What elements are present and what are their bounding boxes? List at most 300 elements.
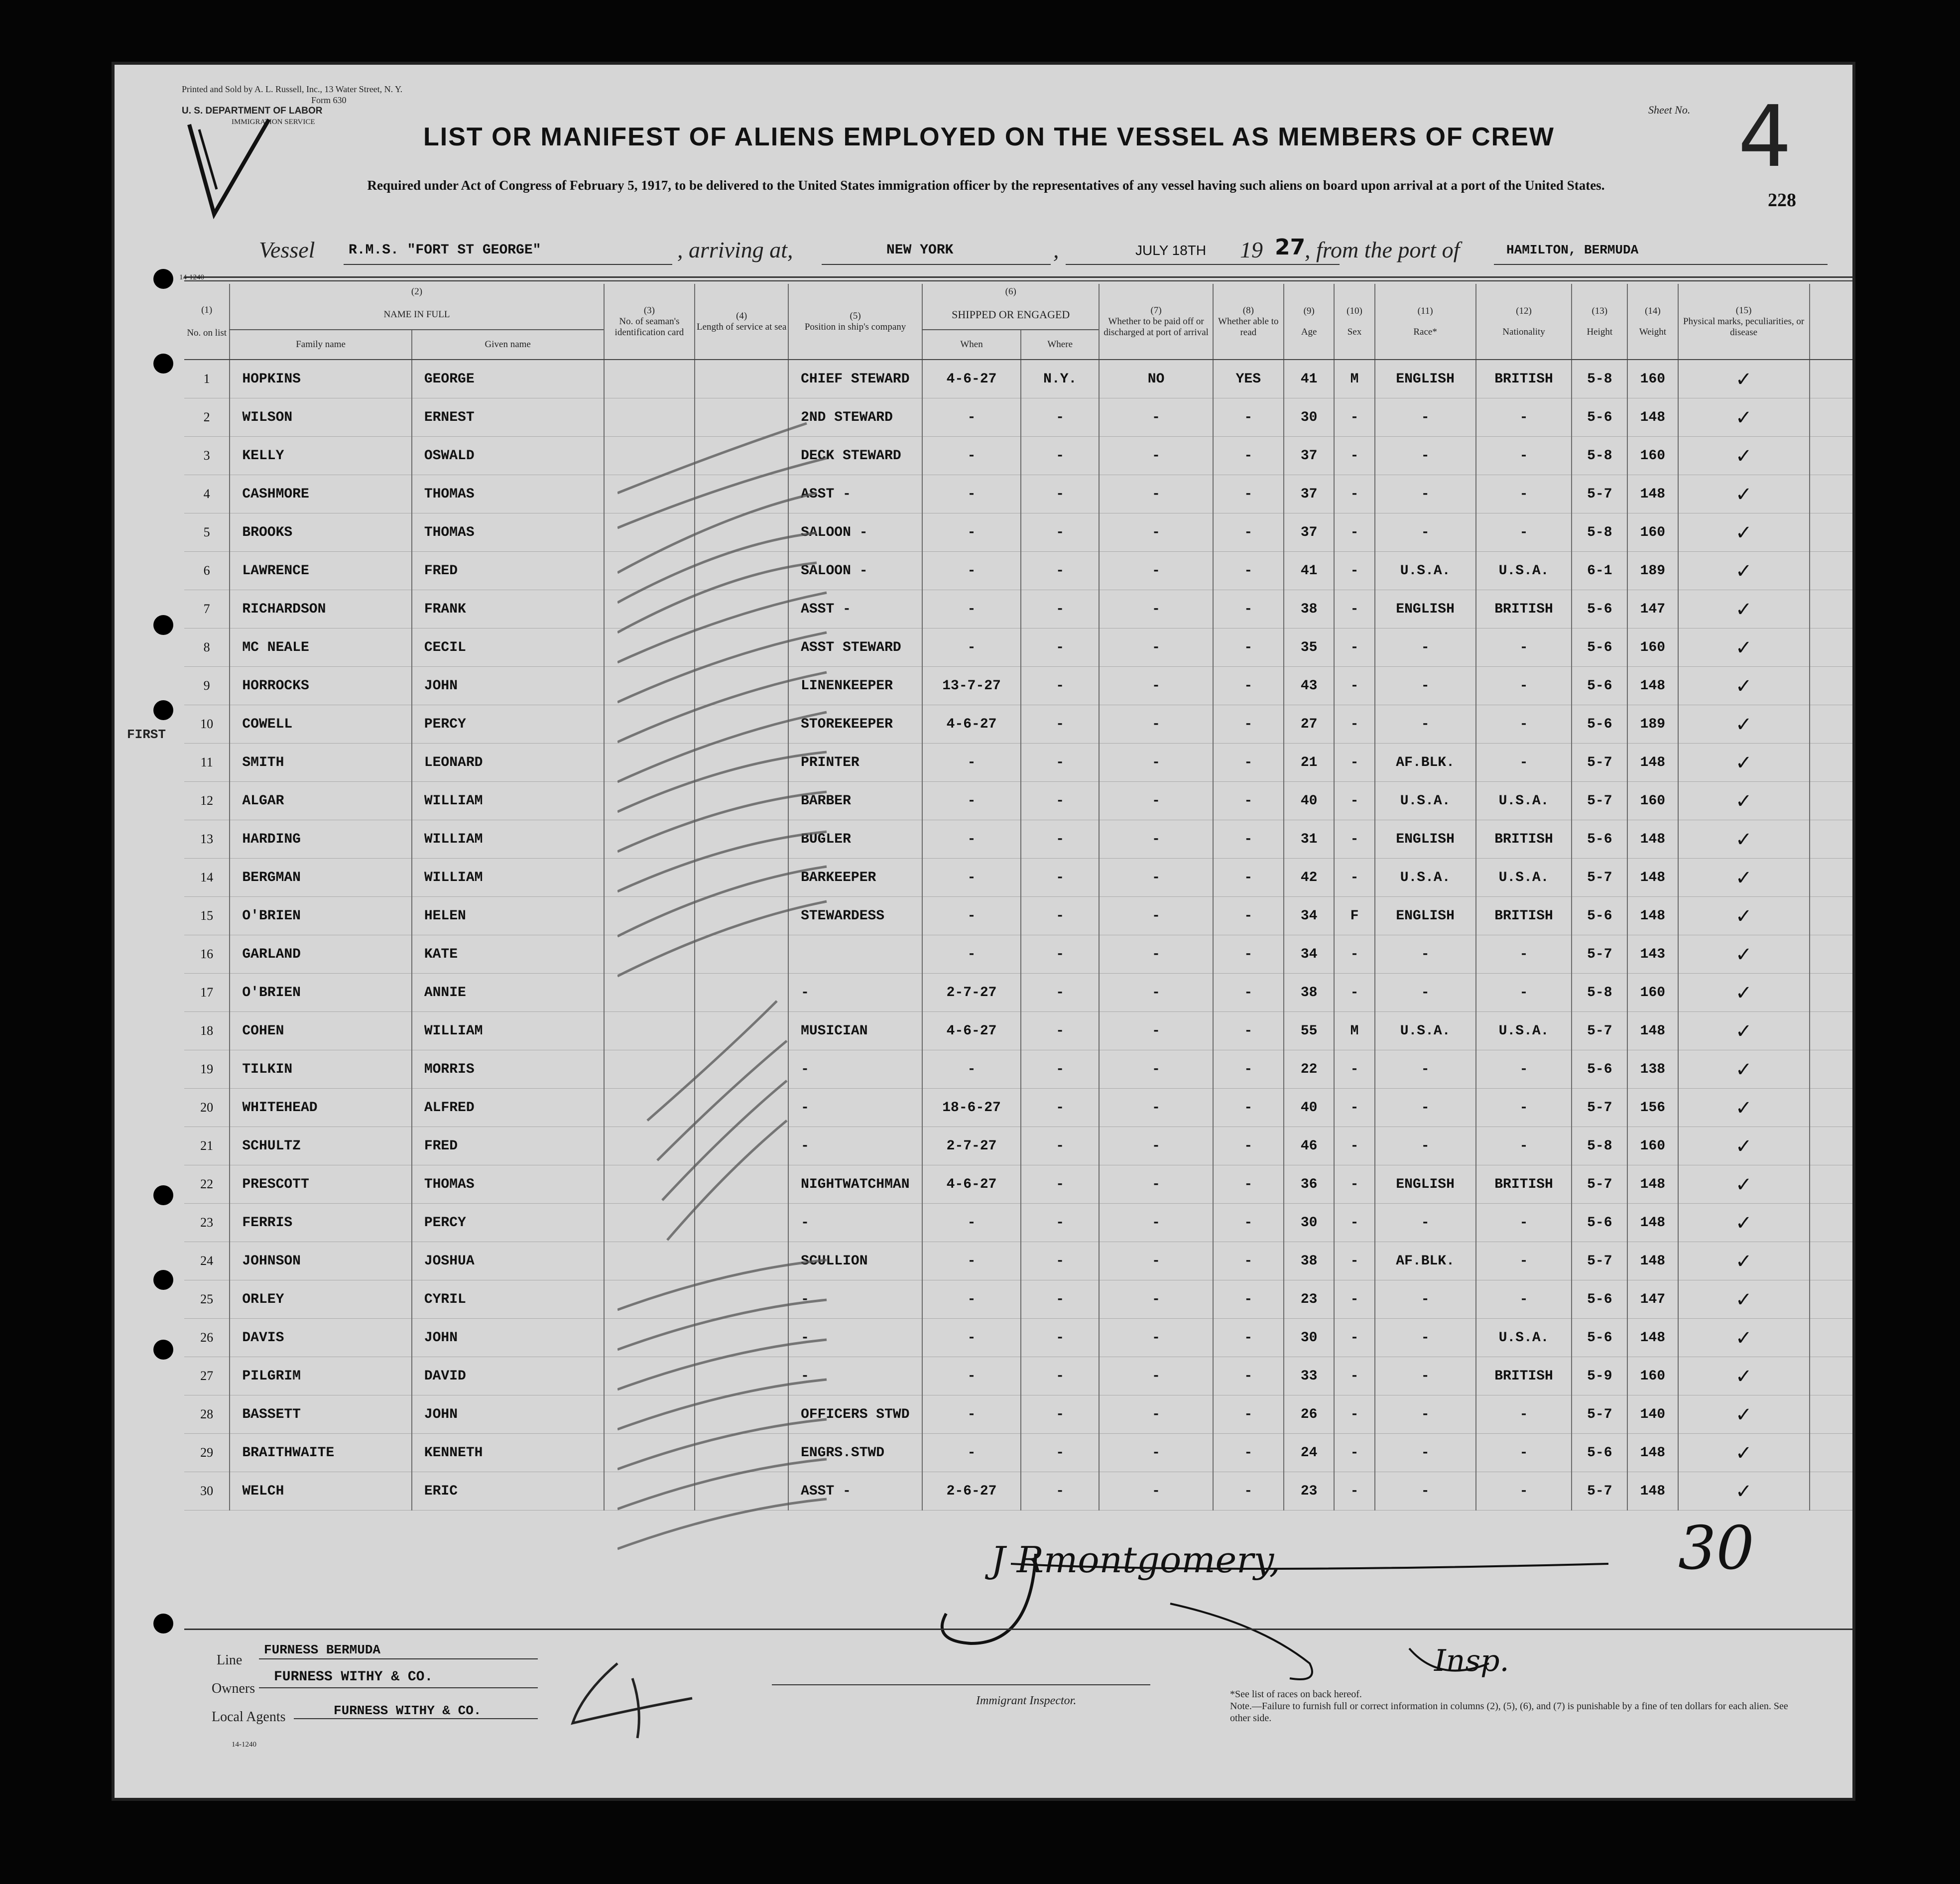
paid-off-cell: - [1099, 1242, 1213, 1280]
family-name-cell: LAWRENCE [230, 552, 411, 590]
col-position-header: (5) Position in ship's company [788, 284, 922, 360]
weight-cell: 160 [1627, 1357, 1678, 1395]
year-prefix: 19 [1240, 237, 1263, 262]
paid-off-cell: - [1099, 1050, 1213, 1089]
given-name-cell: CECIL [412, 628, 604, 667]
weight-cell: 160 [1627, 437, 1678, 475]
physical-marks-cell: ✓ [1678, 1012, 1810, 1050]
spare-cell [1810, 974, 1852, 1012]
handwritten-total: 30 [1678, 1514, 1754, 1583]
race-cell: U.S.A. [1375, 552, 1476, 590]
race-cell: - [1375, 1127, 1476, 1165]
shipped-when-cell: - [922, 1395, 1021, 1434]
shipped-when-cell: - [922, 475, 1021, 513]
height-cell: 5-8 [1572, 974, 1627, 1012]
form-code: 14-1240 [179, 273, 204, 281]
paid-off-cell: - [1099, 628, 1213, 667]
page-number: 228 [1768, 190, 1796, 211]
family-name-cell: BROOKS [230, 513, 411, 552]
row-number-cell: 8 [184, 628, 230, 667]
physical-marks-cell: ✓ [1678, 820, 1810, 859]
family-name-cell: WHITEHEAD [230, 1089, 411, 1127]
spare-cell [1810, 360, 1852, 398]
shipped-where-cell: - [1021, 590, 1099, 628]
nationality-cell: - [1476, 935, 1572, 974]
able-to-read-cell: - [1213, 1357, 1284, 1395]
col-service-header: (4) Length of service at sea [695, 284, 788, 360]
age-cell: 41 [1284, 360, 1335, 398]
physical-marks-cell: ✓ [1678, 360, 1810, 398]
nationality-cell: BRITISH [1476, 1165, 1572, 1204]
shipped-when-cell: 4-6-27 [922, 360, 1021, 398]
vessel-line: Vessel R.M.S. "FORT ST GEORGE" , arriving at, NEW YORK , JULY 18TH 19 27 , from the port of HAMILTON, BERMUDA [259, 237, 1828, 271]
race-cell: - [1375, 1280, 1476, 1319]
family-name-cell: O'BRIEN [230, 897, 411, 935]
physical-marks-cell: ✓ [1678, 1472, 1810, 1510]
row-number-cell: 3 [184, 437, 230, 475]
weight-cell: 160 [1627, 360, 1678, 398]
able-to-read-cell: - [1213, 1165, 1284, 1204]
able-to-read-cell: - [1213, 1089, 1284, 1127]
age-cell: 38 [1284, 974, 1335, 1012]
race-cell: - [1375, 667, 1476, 705]
height-cell: 5-7 [1572, 782, 1627, 820]
inspector-label: Immigrant Inspector. [976, 1694, 1077, 1707]
family-name-cell: JOHNSON [230, 1242, 411, 1280]
line-label: Line [217, 1652, 243, 1668]
nationality-cell: U.S.A. [1476, 859, 1572, 897]
age-cell: 22 [1284, 1050, 1335, 1089]
position-cell: NIGHTWATCHMAN [788, 1165, 922, 1204]
able-to-read-cell: - [1213, 705, 1284, 744]
weight-cell: 160 [1627, 513, 1678, 552]
given-name-cell: MORRIS [412, 1050, 604, 1089]
race-cell: U.S.A. [1375, 859, 1476, 897]
paid-off-cell: - [1099, 1472, 1213, 1510]
owners-value: FURNESS WITHY & CO. [274, 1669, 433, 1685]
family-name-cell: BERGMAN [230, 859, 411, 897]
physical-marks-cell: ✓ [1678, 590, 1810, 628]
height-cell: 5-7 [1572, 744, 1627, 782]
table-row [184, 1165, 1852, 1204]
shipped-when-cell: - [922, 1050, 1021, 1089]
sex-cell: - [1334, 513, 1374, 552]
able-to-read-cell: - [1213, 782, 1284, 820]
age-cell: 41 [1284, 552, 1335, 590]
shipped-where-cell: - [1021, 1012, 1099, 1050]
nationality-cell: U.S.A. [1476, 782, 1572, 820]
weight-cell: 143 [1627, 935, 1678, 974]
row-number-cell: 4 [184, 475, 230, 513]
paid-off-cell: - [1099, 897, 1213, 935]
spare-cell [1810, 1395, 1852, 1434]
shipped-where-cell: - [1021, 1204, 1099, 1242]
shipped-when-cell: - [922, 1242, 1021, 1280]
weight-cell: 140 [1627, 1395, 1678, 1434]
sex-cell: - [1334, 974, 1374, 1012]
shipped-when-cell: - [922, 513, 1021, 552]
height-cell: 5-7 [1572, 935, 1627, 974]
spare-cell [1810, 1127, 1852, 1165]
paid-off-cell: - [1099, 590, 1213, 628]
physical-marks-cell: ✓ [1678, 437, 1810, 475]
shipped-when-cell: - [922, 398, 1021, 437]
position-cell: STEWARDESS [788, 897, 922, 935]
table-row [184, 552, 1852, 590]
able-to-read-cell: - [1213, 1050, 1284, 1089]
family-name-cell: CASHMORE [230, 475, 411, 513]
nationality-cell: - [1476, 398, 1572, 437]
table-row [184, 935, 1852, 974]
sex-cell: F [1334, 897, 1374, 935]
weight-cell: 148 [1627, 667, 1678, 705]
shipped-when-cell: - [922, 1319, 1021, 1357]
col-age-header: (9) Age [1284, 284, 1335, 360]
able-to-read-cell: - [1213, 398, 1284, 437]
age-cell: 40 [1284, 782, 1335, 820]
row-number-cell: 7 [184, 590, 230, 628]
inspector-title: Insp. [1434, 1643, 1509, 1678]
age-cell: 23 [1284, 1280, 1335, 1319]
shipped-where-cell: - [1021, 437, 1099, 475]
spare-cell [1810, 1242, 1852, 1280]
physical-marks-cell: ✓ [1678, 1357, 1810, 1395]
shipped-where-cell: - [1021, 552, 1099, 590]
spare-cell [1810, 1050, 1852, 1089]
spare-cell [1810, 1434, 1852, 1472]
first-class-marker: FIRST [127, 727, 166, 742]
race-cell: AF.BLK. [1375, 1242, 1476, 1280]
able-to-read-cell: - [1213, 744, 1284, 782]
sex-cell: - [1334, 1204, 1374, 1242]
shipped-where-cell: - [1021, 1472, 1099, 1510]
given-name-cell: GEORGE [412, 360, 604, 398]
physical-marks-cell: ✓ [1678, 897, 1810, 935]
able-to-read-cell: - [1213, 935, 1284, 974]
sex-cell: - [1334, 1165, 1374, 1204]
nationality-cell: BRITISH [1476, 1357, 1572, 1395]
age-cell: 33 [1284, 1357, 1335, 1395]
footer-form-code: 14-1240 [232, 1741, 256, 1749]
shipped-where-cell: - [1021, 1242, 1099, 1280]
age-cell: 55 [1284, 1012, 1335, 1050]
binder-hole [153, 1340, 173, 1360]
given-name-cell: PERCY [412, 1204, 604, 1242]
race-cell: - [1375, 1434, 1476, 1472]
age-cell: 36 [1284, 1165, 1335, 1204]
nationality-cell: - [1476, 1280, 1572, 1319]
race-cell: ENGLISH [1375, 1165, 1476, 1204]
table-row [184, 1127, 1852, 1165]
height-cell: 5-6 [1572, 590, 1627, 628]
table-row [184, 897, 1852, 935]
table-row [184, 1280, 1852, 1319]
position-cell: LINENKEEPER [788, 667, 922, 705]
shipped-where-cell: - [1021, 628, 1099, 667]
table-row [184, 782, 1852, 820]
row-number-cell: 22 [184, 1165, 230, 1204]
paid-off-cell: - [1099, 782, 1213, 820]
col-nationality-header: (12) Nationality [1476, 284, 1572, 360]
family-name-cell: ALGAR [230, 782, 411, 820]
imprint-department: U. S. DEPARTMENT OF LABOR [182, 106, 323, 116]
race-cell: U.S.A. [1375, 782, 1476, 820]
height-cell: 5-7 [1572, 475, 1627, 513]
shipped-where-cell: - [1021, 1165, 1099, 1204]
nationality-cell: - [1476, 974, 1572, 1012]
nationality-cell: - [1476, 628, 1572, 667]
position-cell: - [788, 1357, 922, 1395]
height-cell: 5-7 [1572, 1472, 1627, 1510]
imprint-service: IMMIGRATION SERVICE [232, 118, 315, 126]
binder-hole [153, 269, 173, 289]
shipped-when-cell: - [922, 897, 1021, 935]
sex-cell: - [1334, 1319, 1374, 1357]
family-name-cell: ORLEY [230, 1280, 411, 1319]
weight-cell: 160 [1627, 628, 1678, 667]
given-name-cell: LEONARD [412, 744, 604, 782]
able-to-read-cell: - [1213, 475, 1284, 513]
table-row [184, 1089, 1852, 1127]
row-number-cell: 2 [184, 398, 230, 437]
paid-off-cell: - [1099, 667, 1213, 705]
nationality-cell: - [1476, 475, 1572, 513]
shipped-where-cell: - [1021, 859, 1099, 897]
race-cell: - [1375, 1472, 1476, 1510]
col-shipped-number: (6) [922, 284, 1099, 300]
shipped-when-cell: - [922, 1204, 1021, 1242]
shipped-where-cell: - [1021, 1357, 1099, 1395]
nationality-cell: - [1476, 1089, 1572, 1127]
row-number-cell: 18 [184, 1012, 230, 1050]
sex-cell: - [1334, 475, 1374, 513]
physical-marks-cell: ✓ [1678, 398, 1810, 437]
race-cell: - [1375, 935, 1476, 974]
shipped-where-cell: - [1021, 1434, 1099, 1472]
position-cell: SALOON - [788, 513, 922, 552]
physical-marks-cell: ✓ [1678, 1395, 1810, 1434]
given-name-cell: WILLIAM [412, 820, 604, 859]
position-cell: STOREKEEPER [788, 705, 922, 744]
col-race-header: (11) Race* [1375, 284, 1476, 360]
height-cell: 5-7 [1572, 1012, 1627, 1050]
given-name-cell: FRANK [412, 590, 604, 628]
age-cell: 37 [1284, 513, 1335, 552]
nationality-cell: - [1476, 1395, 1572, 1434]
weight-cell: 160 [1627, 974, 1678, 1012]
nationality-cell: - [1476, 744, 1572, 782]
able-to-read-cell: - [1213, 1472, 1284, 1510]
position-cell: - [788, 1319, 922, 1357]
shipped-when-cell: - [922, 1434, 1021, 1472]
height-cell: 5-6 [1572, 1434, 1627, 1472]
family-name-cell: BASSETT [230, 1395, 411, 1434]
weight-cell: 160 [1627, 1127, 1678, 1165]
line-value: FURNESS BERMUDA [264, 1642, 381, 1657]
shipped-when-cell: - [922, 1280, 1021, 1319]
vessel-name: R.M.S. "FORT ST GEORGE" [349, 243, 541, 258]
spare-cell [1810, 513, 1852, 552]
position-cell: CHIEF STEWARD [788, 360, 922, 398]
family-name-cell: MC NEALE [230, 628, 411, 667]
nationality-cell: BRITISH [1476, 897, 1572, 935]
shipped-when-cell: 4-6-27 [922, 705, 1021, 744]
physical-marks-cell: ✓ [1678, 974, 1810, 1012]
given-name-cell: ERIC [412, 1472, 604, 1510]
given-name-cell: WILLIAM [412, 782, 604, 820]
given-name-cell: THOMAS [412, 475, 604, 513]
row-number-cell: 16 [184, 935, 230, 974]
shipped-when-cell: 4-6-27 [922, 1012, 1021, 1050]
owners-label: Owners [212, 1681, 255, 1696]
given-name-cell: CYRIL [412, 1280, 604, 1319]
requirement-text: Required under Act of Congress of February 5, 1917, to be delivered to the United States immigration officer by the representatives of any vessel having such aliens on board upon arrival at a port of the United States. [367, 178, 1605, 193]
physical-marks-cell: ✓ [1678, 859, 1810, 897]
from-port: HAMILTON, BERMUDA [1506, 243, 1639, 257]
height-cell: 5-7 [1572, 1089, 1627, 1127]
able-to-read-cell: - [1213, 1204, 1284, 1242]
row-number-cell: 17 [184, 974, 230, 1012]
paid-off-cell: - [1099, 513, 1213, 552]
shipped-where-cell: - [1021, 1319, 1099, 1357]
col-paid-off-header: (7) Whether to be paid off or discharged at port of arrival [1099, 284, 1213, 360]
col-height-header: (13) Height [1572, 284, 1627, 360]
height-cell: 5-6 [1572, 897, 1627, 935]
given-name-cell: OSWALD [412, 437, 604, 475]
shipped-when-cell: - [922, 552, 1021, 590]
family-name-cell: WILSON [230, 398, 411, 437]
nationality-cell: - [1476, 1204, 1572, 1242]
spare-cell [1810, 897, 1852, 935]
race-cell: - [1375, 1050, 1476, 1089]
physical-marks-cell: ✓ [1678, 1204, 1810, 1242]
age-cell: 37 [1284, 437, 1335, 475]
paid-off-cell: - [1099, 398, 1213, 437]
handwritten-check-mark [179, 115, 279, 224]
height-cell: 6-1 [1572, 552, 1627, 590]
spare-cell [1810, 744, 1852, 782]
table-row [184, 1357, 1852, 1395]
age-cell: 40 [1284, 1089, 1335, 1127]
given-name-cell: FRED [412, 552, 604, 590]
age-cell: 30 [1284, 1319, 1335, 1357]
given-name-cell: THOMAS [412, 1165, 604, 1204]
paid-off-cell: - [1099, 705, 1213, 744]
spare-cell [1810, 782, 1852, 820]
nationality-cell: - [1476, 1127, 1572, 1165]
nationality-cell: U.S.A. [1476, 552, 1572, 590]
shipped-where-cell: - [1021, 935, 1099, 974]
sex-cell: - [1334, 1472, 1374, 1510]
table-row [184, 1242, 1852, 1280]
physical-marks-cell: ✓ [1678, 705, 1810, 744]
position-cell: ASST - [788, 475, 922, 513]
table-row [184, 628, 1852, 667]
weight-cell: 148 [1627, 1204, 1678, 1242]
row-number-cell: 23 [184, 1204, 230, 1242]
weight-cell: 148 [1627, 1165, 1678, 1204]
table-row [184, 974, 1852, 1012]
col-read-header: (8) Whether able to read [1213, 284, 1284, 360]
height-cell: 5-6 [1572, 667, 1627, 705]
col-name-header: NAME IN FULL [230, 300, 604, 330]
table-row [184, 475, 1852, 513]
pencil-tally-strokes [617, 364, 926, 1609]
shipped-where-cell: - [1021, 1089, 1099, 1127]
family-name-cell: COWELL [230, 705, 411, 744]
physical-marks-cell: ✓ [1678, 1127, 1810, 1165]
height-cell: 5-6 [1572, 628, 1627, 667]
weight-cell: 160 [1627, 782, 1678, 820]
row-number-cell: 6 [184, 552, 230, 590]
spare-cell [1810, 667, 1852, 705]
given-name-cell: KENNETH [412, 1434, 604, 1472]
position-cell: DECK STEWARD [788, 437, 922, 475]
physical-marks-cell: ✓ [1678, 1242, 1810, 1280]
age-cell: 46 [1284, 1127, 1335, 1165]
position-cell: BUGLER [788, 820, 922, 859]
race-cell: - [1375, 974, 1476, 1012]
given-name-cell: WILLIAM [412, 859, 604, 897]
spare-cell [1810, 475, 1852, 513]
shipped-where-cell: - [1021, 897, 1099, 935]
row-number-cell: 27 [184, 1357, 230, 1395]
paid-off-cell: - [1099, 1089, 1213, 1127]
shipped-when-cell: 2-7-27 [922, 1127, 1021, 1165]
nationality-cell: - [1476, 1242, 1572, 1280]
age-cell: 37 [1284, 475, 1335, 513]
arrival-date: JULY 18TH [1135, 243, 1207, 258]
binder-hole [153, 615, 173, 635]
row-number-cell: 15 [184, 897, 230, 935]
weight-cell: 148 [1627, 1012, 1678, 1050]
race-cell: ENGLISH [1375, 360, 1476, 398]
nationality-cell: U.S.A. [1476, 1319, 1572, 1357]
imprint-printer: Printed and Sold by A. L. Russell, Inc., 13 Water Street, N. Y. [182, 84, 403, 94]
row-number-cell: 30 [184, 1472, 230, 1510]
paid-off-cell: - [1099, 1395, 1213, 1434]
nationality-cell: BRITISH [1476, 360, 1572, 398]
nationality-cell: - [1476, 513, 1572, 552]
height-cell: 5-8 [1572, 1127, 1627, 1165]
agents-label: Local Agents [212, 1709, 286, 1725]
binder-hole [153, 354, 173, 374]
weight-cell: 148 [1627, 1319, 1678, 1357]
sex-cell: M [1334, 1012, 1374, 1050]
table-row [184, 1434, 1852, 1472]
family-name-cell: RICHARDSON [230, 590, 411, 628]
family-name-cell: SMITH [230, 744, 411, 782]
race-cell: - [1375, 475, 1476, 513]
able-to-read-cell: - [1213, 1280, 1284, 1319]
spare-cell [1810, 628, 1852, 667]
given-name-cell: WILLIAM [412, 1012, 604, 1050]
row-number-cell: 11 [184, 744, 230, 782]
row-number-cell: 24 [184, 1242, 230, 1280]
given-name-cell: ANNIE [412, 974, 604, 1012]
race-cell: - [1375, 628, 1476, 667]
physical-marks-cell: ✓ [1678, 1050, 1810, 1089]
physical-marks-cell: ✓ [1678, 782, 1810, 820]
spare-cell [1810, 398, 1852, 437]
race-cell: ENGLISH [1375, 820, 1476, 859]
height-cell: 5-7 [1572, 1165, 1627, 1204]
race-cell: - [1375, 398, 1476, 437]
able-to-read-cell: - [1213, 552, 1284, 590]
spare-cell [1810, 935, 1852, 974]
sex-cell: - [1334, 744, 1374, 782]
shipped-where-cell: - [1021, 1050, 1099, 1089]
